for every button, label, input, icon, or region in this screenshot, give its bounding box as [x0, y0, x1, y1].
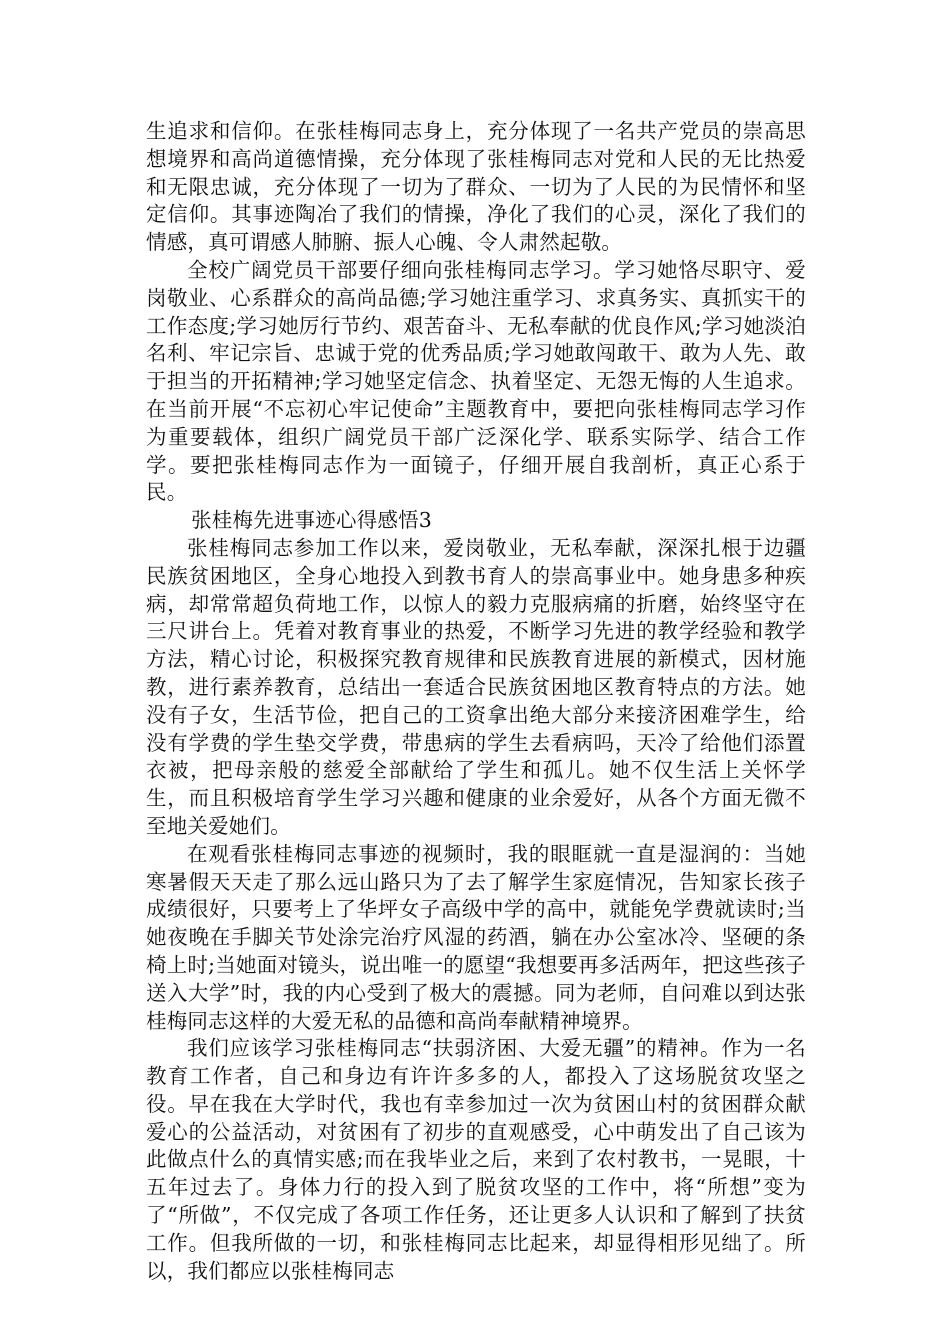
paragraph-spirit: 我们应该学习张桂梅同志“扶弱济困、大爱无疆”的精神。作为一名教育工作者，自己和身边有许许多多的人，都投入了这场脱贫攻坚之役。早在我在大学时代，我也有幸参加过一次为贫困山村的贫困群众献爱心的公益活动，对贫困有了初步的直观感受，心中萌发出了自己该为此做点什么的真情实感;而在我毕业之后，来到了农村教书，一晃眼，十五年过去了。身体力行的投入到了脱贫攻坚的工作中，将“所想”变为了“所做”，不仅完成了各项工作任务，还让更多人认识和了解到了扶贫工作。但我所做的一切，和张桂梅同志比起来，却显得相形见绌了。所以，我们都应以张桂梅同志 — [146, 1036, 806, 1283]
paragraph-study-call: 全校广阔党员干部要仔细向张桂梅同志学习。学习她恪尽职守、爱岗敬业、心系群众的高尚品德;学习她注重学习、求真务实、真抓实干的工作态度;学习她厉行节约、艰苦奋斗、无私奉献的优良作风;学习她淡泊名利、牢记宗旨、忠诚于党的优秀品质;学习她敢闯敢干、敢为人先、敢于担当的开拓精神;学习她坚定信念、执着坚定、无怨无悔的人生追求。在当前开展“不忘初心牢记使命”主题教育中，要把向张桂梅同志学习作为重要载体，组织广阔党员干部广泛深化学、联系实际学、结合工作学。要把张桂梅同志作为一面镜子，仔细开展自我剖析，真正心系于民。 — [146, 257, 806, 505]
paragraph-continuation: 生追求和信仰。在张桂梅同志身上，充分体现了一名共产党员的崇高思想境界和高尚道德情操，充分体现了张桂梅同志对党和人民的无比热爱和无限忠诚，充分体现了一切为了群众、一切为了人民的为民情怀和坚定信仰。其事迹陶冶了我们的情操，净化了我们的心灵，深化了我们的情感，真可谓感人肺腑、振人心魄、令人肃然起敬。 — [146, 119, 806, 255]
paragraph-video-reflection: 在观看张桂梅同志事迹的视频时，我的眼眶就一直是湿润的：当她寒暑假天天走了那么远山路只为了去了解学生家庭情况，告知家长孩子成绩很好，只要考上了华坪女子高级中学的高中，就能免学费就读时;当她夜晚在手脚关节处涂完治疗风湿的药酒，躺在办公室冰冷、坚硬的条椅上时;当她面对镜头，说出唯一的愿望“我想要再多活两年，把这些孩子送入大学”时，我的内心受到了极大的震撼。同为老师，自问难以到达张桂梅同志这样的大爱无私的品德和高尚奉献精神境界。 — [146, 841, 806, 1033]
paragraph-biography: 张桂梅同志参加工作以来，爱岗敬业，无私奉献，深深扎根于边疆民族贫困地区，全身心地投入到教书育人的崇高事业中。她身患多种疾病，却常常超负荷地工作，以惊人的毅力克服病痛的折磨，始终坚守在三尺讲台上。凭着对教育事业的热爱，不断学习先进的教学经验和教学方法，精心讨论，积极探究教育规律和民族教育进展的新模式，因材施教，进行素养教育，总结出一套适合民族贫困地区教育特点的方法。她没有子女，生活节俭，把自己的工资拿出绝大部分来接济困难学生，给没有学费的学生垫交学费，带患病的学生去看病吗，天冷了给他们添置衣被，把母亲般的慈爱全部献给了学生和孤儿。她不仅生活上关怀学生，而且积极培育学生学习兴趣和健康的业余爱好，从各个方面无微不至地关爱她们。 — [146, 535, 806, 838]
section-heading: 张桂梅先进事迹心得感悟3 — [191, 508, 433, 533]
document-body — [146, 118, 806, 1285]
